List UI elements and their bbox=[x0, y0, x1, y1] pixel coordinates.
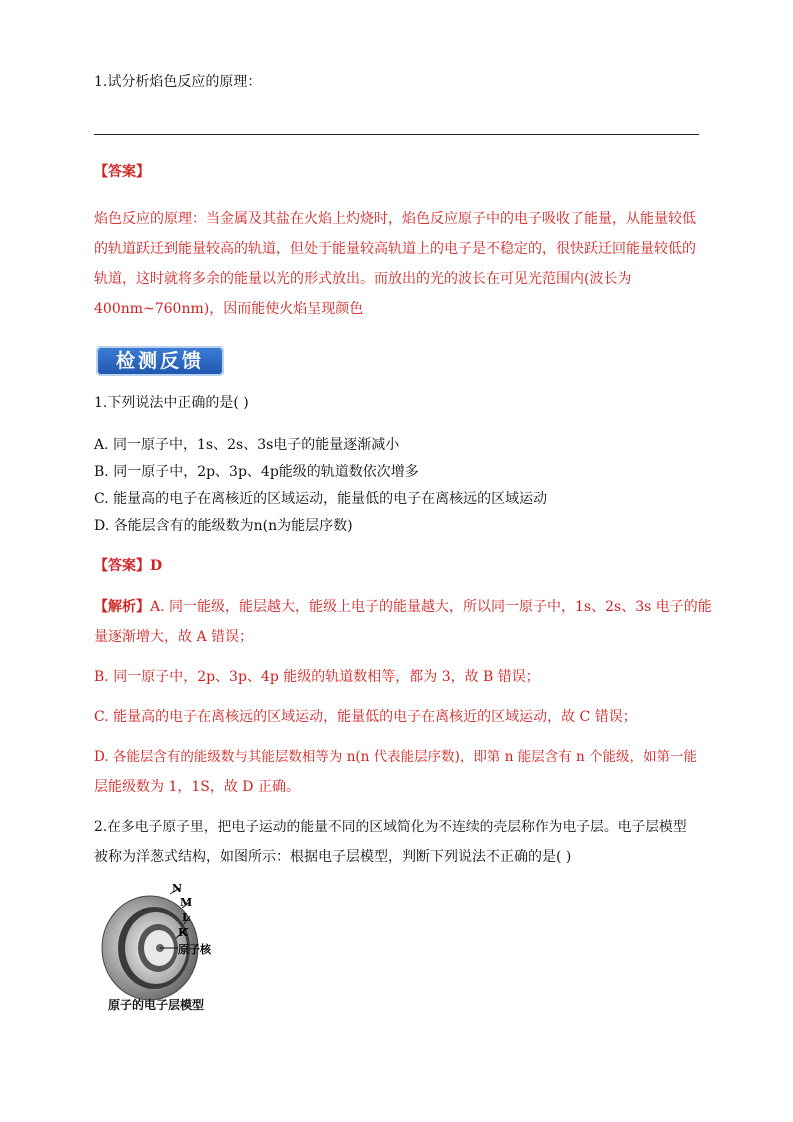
q1-option-c: C. 能量高的电子在离核近的区域运动，能量低的电子在离核远的区域运动 bbox=[94, 491, 548, 507]
answer-text bbox=[94, 204, 704, 324]
answer-underline bbox=[94, 134, 699, 135]
shell-label: M bbox=[180, 896, 193, 909]
shell-label: K bbox=[178, 926, 188, 939]
q1-stem: 1.下列说法中正确的是( ) bbox=[94, 395, 249, 411]
analysis-line-a1 bbox=[94, 592, 714, 622]
figure-caption: 原子的电子层模型 bbox=[108, 998, 205, 1012]
nucleus-label: 原子核 bbox=[178, 943, 211, 956]
analysis-text: A. 同一能级，能层越大，能级上电子的能量越大，所以同一原子中，1s、2s、3s 电子的能 bbox=[150, 599, 712, 615]
answer-line: 400nm~760nm)，因而能使火焰呈现颜色 bbox=[94, 301, 364, 317]
analysis-line: B. 同一原子中，2p、3p、4p 能级的轨道数相等，都为 3，故 B 错误； bbox=[94, 669, 540, 685]
q1-option-d: D. 各能层含有的能级数为n(n为能层序数) bbox=[94, 518, 353, 534]
answer-line: 的轨道跃迁到能量较高的轨道，但处于能量较高轨道上的电子是不稳定的，很快跃迁回能量较低的 bbox=[94, 241, 696, 257]
shell-label: L bbox=[182, 911, 190, 924]
analysis-line: 层能级数为 1，1S，故 D 正确。 bbox=[94, 779, 300, 795]
q1-analysis bbox=[94, 592, 714, 802]
analysis-line: D. 各能层含有的能级数与其能层数相等为 n(n 代表能层序数)，即第 n 能层含有 n 个能级，如第一能 bbox=[94, 749, 697, 765]
atom-shell-diagram bbox=[98, 880, 228, 1010]
q2-stem bbox=[94, 812, 714, 872]
q2-stem-line: 2.在多电子原子里，把电子运动的能量不同的区域简化为不连续的壳层称作为电子层。电子层模型 bbox=[94, 819, 687, 835]
analysis-tag: 【解析】 bbox=[94, 599, 150, 615]
answer-line: 焰色反应的原理：当金属及其盐在火焰上灼烧时，焰色反应原子中的电子吸收了能量，从能量较低 bbox=[94, 211, 696, 227]
section-banner: 检测反馈 bbox=[96, 346, 224, 376]
q1-option-b: B. 同一原子中，2p、3p、4p能级的轨道数依次增多 bbox=[94, 464, 419, 480]
analysis-line: 量逐渐增大，故 A 错误； bbox=[94, 629, 254, 645]
shell-label: N bbox=[172, 882, 183, 895]
question-1-intro: 1.试分析焰色反应的原理： bbox=[94, 74, 262, 90]
q1-option-a: A. 同一原子中，1s、2s、3s电子的能量逐渐减小 bbox=[94, 437, 400, 453]
q1-answer: 【答案】D bbox=[94, 558, 163, 574]
answer-tag: 【答案】 bbox=[94, 164, 150, 180]
analysis-line: C. 能量高的电子在离核远的区域运动，能量低的电子在离核近的区域运动，故 C 错误； bbox=[94, 709, 637, 725]
electron-shell-figure bbox=[98, 880, 228, 1010]
answer-line: 轨道，这时就将多余的能量以光的形式放出。而放出的光的波长在可见光范围内(波长为 bbox=[94, 271, 632, 287]
q2-stem-line: 被称为洋葱式结构，如图所示：根据电子层模型，判断下列说法不正确的是( ) bbox=[94, 849, 572, 865]
